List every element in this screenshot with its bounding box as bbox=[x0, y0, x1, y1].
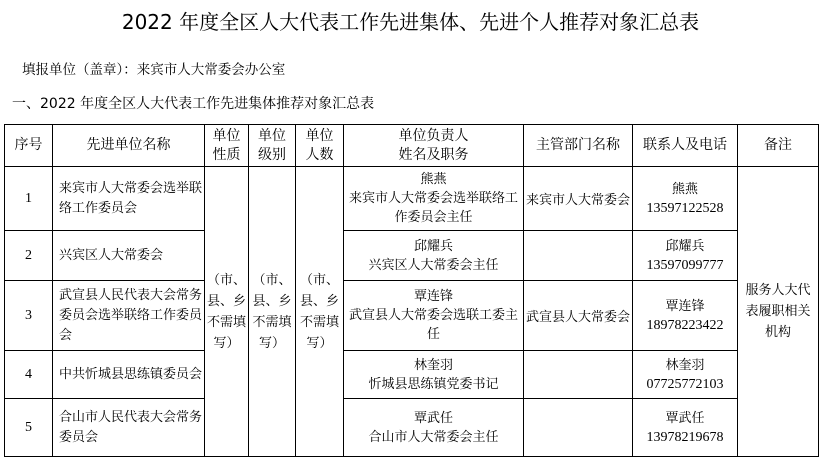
row-leader bbox=[344, 399, 524, 457]
row-seq: 2 bbox=[5, 231, 53, 281]
table-row bbox=[5, 351, 819, 399]
row-unit-name: 武宣县人民代表大会常务委员会选举联络工作委员会 bbox=[53, 281, 205, 351]
header-unit-level bbox=[249, 125, 296, 167]
row-unit-name: 兴宾区人大常委会 bbox=[53, 231, 205, 281]
fill-unit-line: 填报单位（盖章）：来宾市人大常委会办公室 bbox=[22, 62, 286, 78]
document-title: 2022 年度全区人大代表工作先进集体、先进个人推荐对象汇总表 bbox=[121, 10, 700, 34]
table-row bbox=[5, 167, 819, 231]
row-contact bbox=[633, 231, 738, 281]
row-phone: 13597099777 bbox=[646, 257, 724, 273]
row-contact-name: 覃连锋 bbox=[665, 298, 705, 314]
table-header-row bbox=[5, 125, 819, 167]
remarks-merged: 服务人大代表履职相关机构 bbox=[738, 167, 819, 457]
row-unit-name: 中共忻城县思练镇委员会 bbox=[53, 351, 205, 399]
row-phone: 13597122528 bbox=[646, 200, 724, 216]
row-contact-name: 邱耀兵 bbox=[665, 238, 705, 254]
row-seq: 1 bbox=[5, 167, 53, 231]
row-leader-name: 覃武任 bbox=[413, 410, 453, 426]
row-dept bbox=[524, 399, 633, 457]
header-dept: 主管部门名称 bbox=[524, 125, 633, 167]
header-unit-level-line2: 级别 bbox=[258, 146, 286, 163]
table-row bbox=[5, 399, 819, 457]
header-unit-count-line2: 人数 bbox=[305, 146, 334, 163]
row-leader-name: 熊燕 bbox=[420, 172, 447, 187]
header-unit-nature-line1: 单位 bbox=[212, 127, 241, 144]
row-leader bbox=[344, 231, 524, 281]
unit-count-merged: （市、县、乡不需填写） bbox=[296, 167, 344, 457]
header-unit-name: 先进单位名称 bbox=[53, 125, 205, 167]
row-contact-name: 林奎羽 bbox=[665, 357, 705, 373]
row-contact bbox=[633, 351, 738, 399]
header-remarks: 备注 bbox=[738, 125, 819, 167]
header-unit-nature bbox=[205, 125, 249, 167]
row-leader-title: 合山市人大常委会主任 bbox=[368, 429, 499, 445]
row-leader bbox=[344, 167, 524, 231]
header-unit-count bbox=[296, 125, 344, 167]
header-leader-line1: 单位负责人 bbox=[398, 127, 469, 144]
row-contact-name: 覃武任 bbox=[665, 410, 705, 426]
header-leader bbox=[344, 125, 524, 167]
row-leader bbox=[344, 281, 524, 351]
row-seq: 5 bbox=[5, 399, 53, 457]
table-row bbox=[5, 281, 819, 351]
row-contact bbox=[633, 399, 738, 457]
header-unit-nature-line2: 性质 bbox=[212, 146, 241, 163]
row-leader-title: 武宣县人大常委会选联工委主任 bbox=[348, 308, 518, 342]
row-contact bbox=[633, 167, 738, 231]
row-seq: 4 bbox=[5, 351, 53, 399]
row-leader-name: 林奎羽 bbox=[413, 357, 453, 373]
row-dept: 武宣县人大常委会 bbox=[524, 281, 633, 351]
row-phone: 18978223422 bbox=[646, 317, 724, 333]
row-dept bbox=[524, 231, 633, 281]
row-unit-name: 来宾市人大常委会选举联络工作委员会 bbox=[53, 167, 205, 231]
row-seq: 3 bbox=[5, 281, 53, 351]
row-unit-name: 合山市人民代表大会常务委员会 bbox=[53, 399, 205, 457]
header-leader-line2: 姓名及职务 bbox=[398, 146, 469, 163]
row-dept: 来宾市人大常委会 bbox=[524, 167, 633, 231]
row-leader-title: 兴宾区人大常委会主任 bbox=[368, 257, 499, 273]
row-leader-name: 邱耀兵 bbox=[413, 238, 453, 254]
row-contact bbox=[633, 281, 738, 351]
row-phone: 07725772103 bbox=[646, 376, 724, 392]
row-contact-name: 熊燕 bbox=[671, 181, 698, 197]
header-seq: 序号 bbox=[5, 125, 53, 167]
recommendation-table bbox=[4, 124, 819, 457]
header-unit-count-line1: 单位 bbox=[305, 127, 334, 144]
unit-level-merged: （市、县、乡不需填写） bbox=[249, 167, 296, 457]
row-dept bbox=[524, 351, 633, 399]
unit-nature-merged: （市、县、乡不需填写） bbox=[205, 167, 249, 457]
row-leader-name: 覃连锋 bbox=[413, 289, 453, 304]
header-unit-level-line1: 单位 bbox=[258, 127, 286, 144]
row-leader-title: 忻城县思练镇党委书记 bbox=[368, 376, 499, 392]
header-contact: 联系人及电话 bbox=[633, 125, 738, 167]
row-leader-title: 来宾市人大常委会选举联络工作委员会主任 bbox=[348, 191, 518, 225]
section-heading: 一、2022 年度全区人大代表工作先进集体推荐对象汇总表 bbox=[12, 96, 375, 112]
row-leader bbox=[344, 351, 524, 399]
table-row bbox=[5, 231, 819, 281]
row-phone: 13978219678 bbox=[646, 429, 724, 445]
